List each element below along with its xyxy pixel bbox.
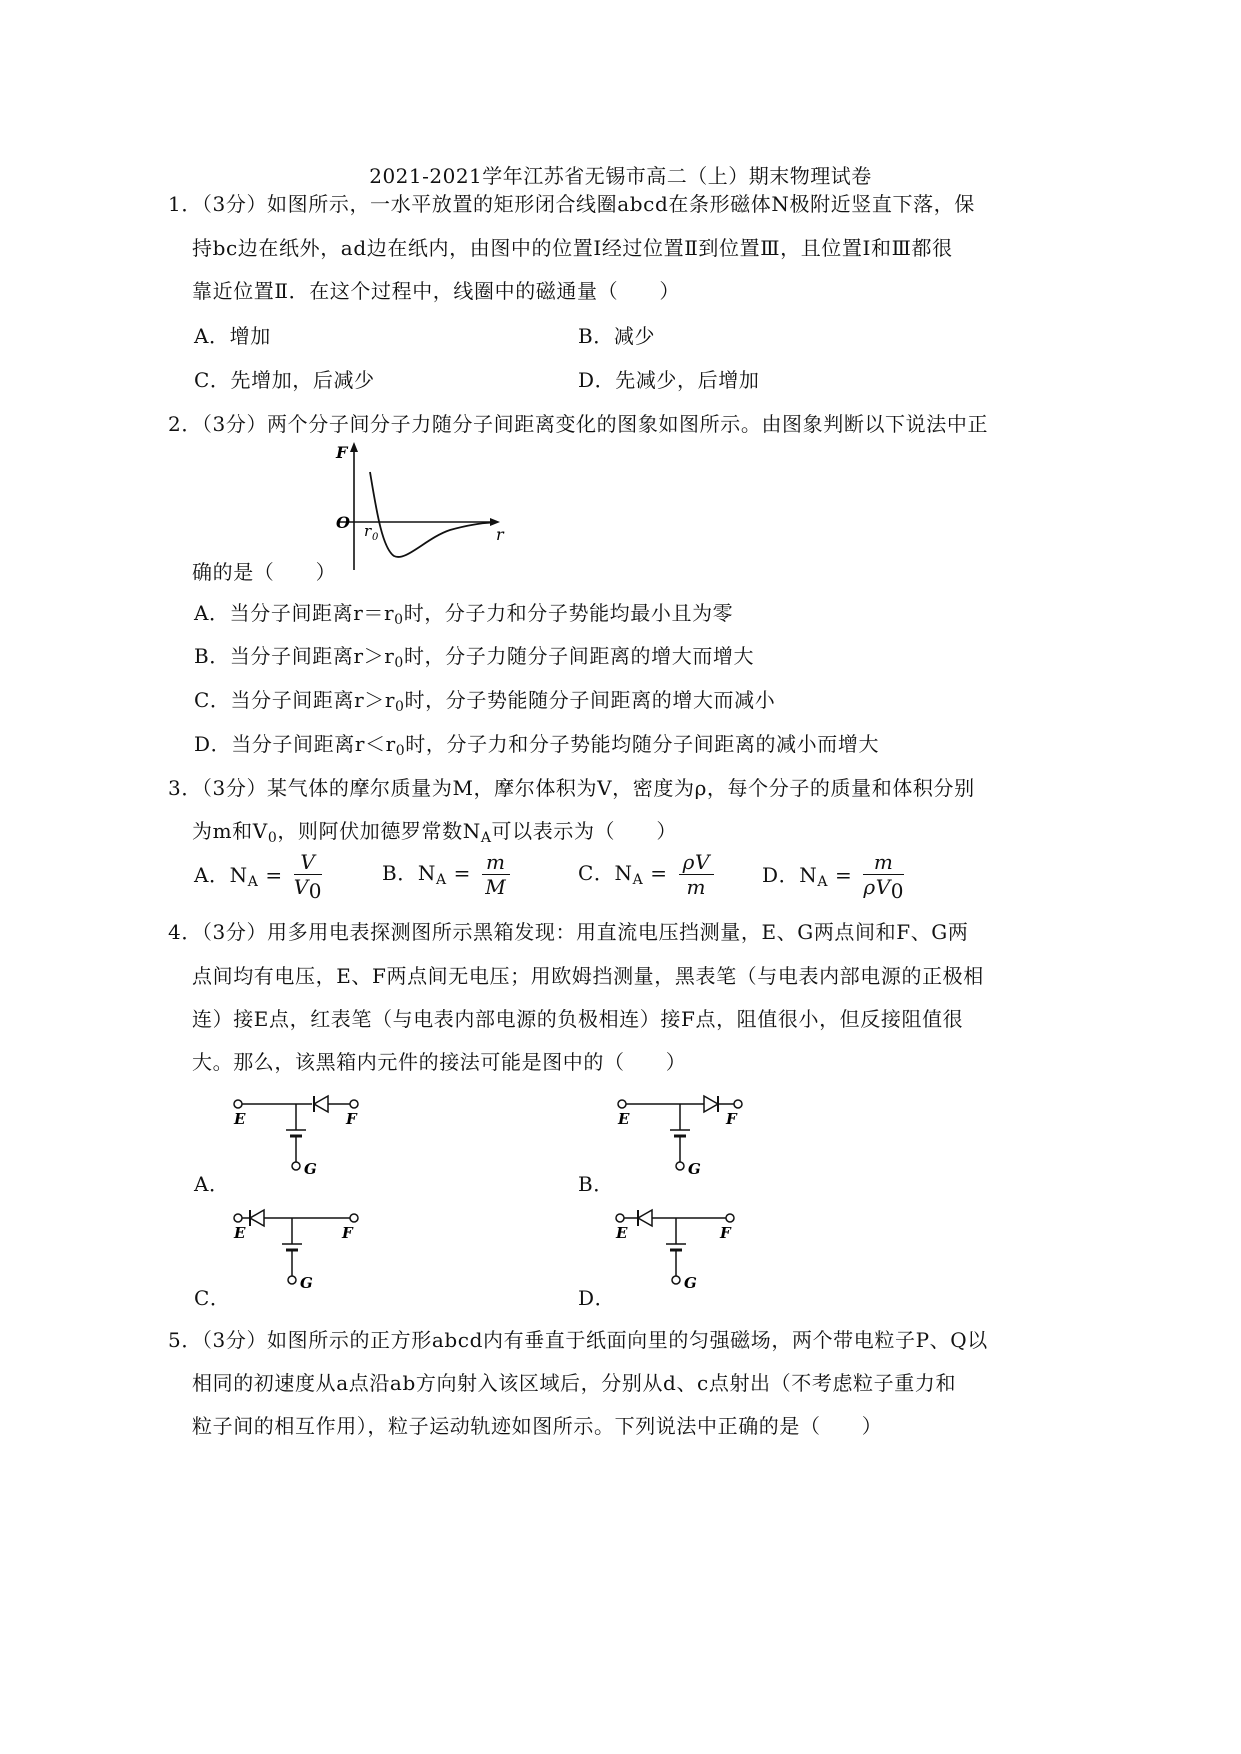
question-3-option-b: B．$N_A$ = $\frac{m}{M}$ — [382, 850, 510, 899]
r0-label: r — [364, 522, 372, 540]
question-1-line-3: 靠近位置Ⅱ．在这个过程中，线圈中的磁通量（ ） — [192, 279, 680, 303]
node-e-label: E — [234, 1224, 246, 1242]
origin-label: O — [336, 513, 350, 532]
node-g-label: G — [688, 1160, 701, 1178]
node-g-label: G — [684, 1274, 697, 1292]
question-4-line-4: 大。那么，该黑箱内元件的接法可能是图中的（ ） — [192, 1050, 687, 1074]
question-4-option-d: D． — [578, 1286, 616, 1310]
circuit-c — [230, 1204, 370, 1294]
question-2-option-a: A．当分子间距离$r=r_0$时，分子力和分子势能均最小且为零 — [194, 601, 734, 628]
question-2-option-d: D．当分子间距离$r<r_0$时，分子力和分子势能均随分子间距离的减小而增大 — [194, 732, 880, 759]
question-3-option-d: D．$N_A$ = $\frac{m}{\rho V0}$ — [762, 850, 905, 903]
question-1-option-b: B．减少 — [578, 324, 656, 348]
question-1-option-c: C．先增加，后减少 — [194, 368, 375, 392]
question-2-line-2: 确的是（ ） — [192, 560, 337, 584]
force-curve — [370, 472, 492, 557]
node-e-label: E — [616, 1224, 628, 1242]
page-title: 2021-2021学年江苏省无锡市高二（上）期末物理试卷 — [369, 164, 872, 188]
circuit-a — [230, 1090, 370, 1180]
node-f-label: F — [720, 1224, 731, 1242]
question-4-option-a: A． — [194, 1172, 230, 1196]
question-4-line-3: 连）接E点，红表笔（与电表内部电源的负极相连）接F点，阻值很小，但反接阻值很 — [192, 1007, 964, 1031]
question-1-option-a: A．增加 — [194, 324, 271, 348]
question-5-line-2: 相同的初速度从a点沿ab方向射入该区域后，分别从d、c点射出（不考虑粒子重力和 — [192, 1371, 957, 1395]
circuit-d — [612, 1204, 752, 1294]
question-4-option-b: B． — [578, 1172, 614, 1196]
x-axis-label: r — [496, 525, 504, 544]
question-1-line-2: 持bc边在纸外，ad边在纸内，由图中的位置Ⅰ经过位置Ⅱ到位置Ⅲ，且位置Ⅰ和Ⅲ都很 — [192, 236, 953, 260]
question-2-option-b: B．当分子间距离$r>r_0$时，分子力随分子间距离的增大而增大 — [194, 644, 755, 671]
question-5-line-3: 粒子间的相互作用），粒子运动轨迹如图所示。下列说法中正确的是（ ） — [192, 1414, 883, 1438]
question-1-option-d: D．先减少，后增加 — [578, 368, 760, 392]
question-2-option-c: C．当分子间距离$r>r_0$时，分子势能随分子间距离的增大而减小 — [194, 688, 776, 715]
question-3-option-a: A．$N_A$ = $\frac{V}{V0}$ — [194, 850, 323, 903]
question-2-line-1: 2．（3分）两个分子间分子力随分子间距离变化的图象如图所示。由图象判断以下说法中正 — [168, 412, 989, 436]
node-e-label: E — [618, 1110, 630, 1128]
force-distance-graph — [330, 438, 510, 578]
question-4-option-c: C． — [194, 1286, 231, 1310]
node-e-label: E — [234, 1110, 246, 1128]
question-4-line-2: 点间均有电压，E、F两点间无电压；用欧姆挡测量，黑表笔（与电表内部电源的正极相 — [192, 964, 984, 988]
question-1-line-1: 1．（3分）如图所示，一水平放置的矩形闭合线圈abcd在条形磁体N极附近竖直下落，保 — [168, 192, 975, 216]
question-3-line-2: 为m和$V_0$，则阿伏加德罗常数$N_A$可以表示为（ ） — [192, 819, 677, 846]
circuit-b — [614, 1090, 754, 1180]
node-g-label: G — [304, 1160, 317, 1178]
r0-subscript: 0 — [372, 532, 379, 543]
y-axis-label: F — [336, 443, 348, 462]
node-f-label: F — [342, 1224, 353, 1242]
question-3-option-c: C．$N_A$ = $\frac{\rho V}{m}$ — [578, 850, 714, 899]
node-f-label: F — [726, 1110, 737, 1128]
node-g-label: G — [300, 1274, 313, 1292]
question-4-line-1: 4．（3分）用多用电表探测图所示黑箱发现：用直流电压挡测量，E、G两点间和F、G两 — [168, 920, 969, 944]
question-3-line-1: 3．（3分）某气体的摩尔质量为M，摩尔体积为V，密度为ρ，每个分子的质量和体积分别 — [168, 776, 975, 800]
question-5-line-1: 5．（3分）如图所示的正方形abcd内有垂直于纸面向里的匀强磁场，两个带电粒子P、Q以 — [168, 1328, 988, 1352]
node-f-label: F — [346, 1110, 357, 1128]
